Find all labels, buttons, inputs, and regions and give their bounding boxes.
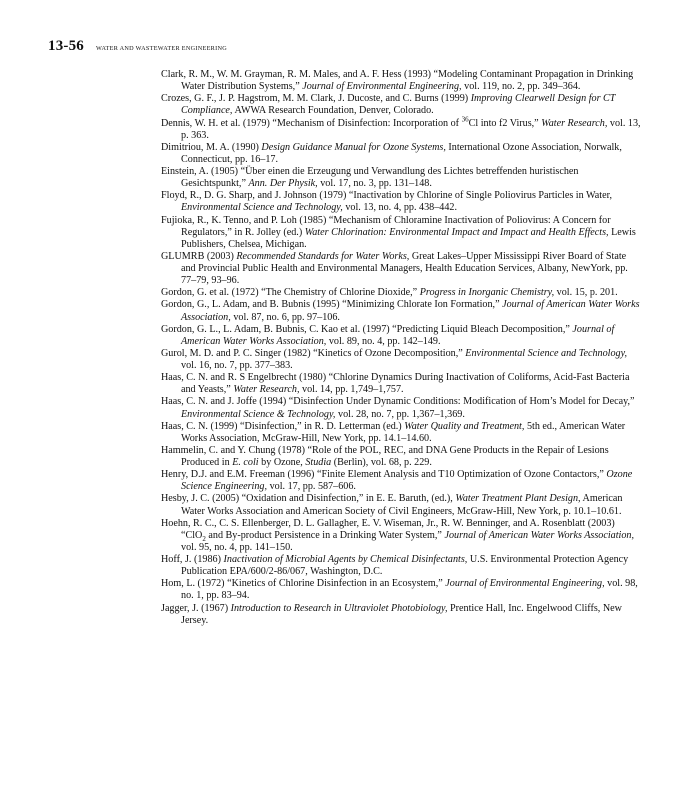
- reference-ital-text: Journal of Environmental Engineering,: [302, 81, 462, 93]
- reference-pre-text: Dennis, W. H. et al. (1979) “Mechanism of Disinfection: Incorporation of: [161, 117, 462, 129]
- reference-pre-text: Floyd, R., D. G. Sharp, and J. Johnson (1979) “Inactivation by Chlorine of Single Poliovirus Particles in Water,: [161, 190, 613, 202]
- reference-entry: [161, 348, 641, 372]
- running-title: WATER AND WASTEWATER ENGINEERING: [96, 45, 227, 52]
- reference-entry: [161, 421, 641, 445]
- reference-pre-text: Henry, D.J. and E.M. Freeman (1996) “Finite Element Analysis and T10 Optimization of Ozone Contactors,”: [161, 469, 607, 481]
- reference-post-text: vol. 17, pp. 587–606.: [267, 481, 356, 493]
- reference-post-text: U.S. Environmental Protection Agency Publication EPA/600/2-86/067, Washington, D.C.: [181, 554, 629, 578]
- reference-ital2-text: Studia: [305, 457, 332, 468]
- reference-post-text: Great Lakes–Upper Mississippi River Board of State and Provincial Public Health and Environmental Managers, Health Education Services, Albany, NewYork, pp. 77–79, 93–96.: [181, 250, 628, 287]
- reference-ital-text: Ann. Der Physik,: [248, 178, 318, 190]
- reference-ital-text: Environmental Science and Technology,: [465, 347, 628, 359]
- reference-pre-text: Gurol, M. D. and P. C. Singer (1982) “Kinetics of Ozone Decomposition,”: [161, 347, 466, 359]
- reference-entry: [161, 372, 641, 396]
- reference-pre-text: Gordon, G. L., L. Adam, B. Bubnis, C. Kao et al. (1997) “Predicting Liquid Bleach Decomposition,”: [161, 323, 573, 335]
- reference-entry: [161, 69, 641, 93]
- reference-post-text: vol. 17, no. 3, pp. 131–148.: [317, 178, 432, 190]
- reference-pre-text: Hesby, J. C. (2005) “Oxidation and Disinfection,” in E. E. Baruth, (ed.),: [161, 493, 456, 505]
- reference-pre-text: Dimitriou, M. A. (1990): [161, 141, 262, 153]
- reference-entry: [161, 190, 641, 214]
- reference-entry: [161, 215, 641, 251]
- reference-entry: [161, 469, 641, 493]
- reference-ital-text: Environmental Science & Technology,: [181, 408, 336, 420]
- reference-post-text: vol. 28, no. 7, pp. 1,367–1,369.: [335, 408, 465, 420]
- reference-pre-text: GLUMRB (2003): [161, 250, 237, 262]
- reference-pre-text: Gordon, G., L. Adam, and B. Bubnis (1995) “Minimizing Chlorate Ion Formation,”: [161, 299, 503, 311]
- reference-post-text: vol. 16, no. 7, pp. 377–383.: [181, 360, 293, 371]
- reference-mid-text: Cl into f2 Virus,”: [468, 117, 542, 129]
- reference-pre-text: Gordon, G. et al. (1972) “The Chemistry of Chlorine Dioxide,”: [161, 287, 420, 299]
- reference-pre-text: Fujioka, R., K. Tenno, and P. Loh (1985) “Mechanism of Chloramine Inactivation of Poliovirus: A Concern for Regulators,” in R. Jolley (ed.): [161, 214, 611, 238]
- reference-entry: [161, 578, 641, 602]
- reference-pre-text: Hammelin, C. and Y. Chung (1978) “Role of the POL, REC, and DNA Gene Products in the Repair of Lesions Produced in: [161, 444, 609, 468]
- reference-post-text: vol. 14, pp. 1,749–1,757.: [299, 384, 404, 396]
- reference-post-text: vol. 89, no. 4, pp. 142–149.: [326, 335, 441, 347]
- reference-post-text: vol. 15, p. 201.: [554, 287, 618, 299]
- reference-entry: [161, 287, 641, 299]
- reference-entry: [161, 324, 641, 348]
- reference-ital-text: Ozone Science Engineering,: [181, 469, 633, 493]
- page-number: 13-56: [48, 38, 84, 54]
- reference-ital-text: Journal of Environmental Engineering,: [445, 578, 605, 590]
- reference-pre-text: Crozes, G. F., J. P. Hagstrom, M. M. Clark, J. Ducoste, and C. Burns (1999): [161, 93, 471, 105]
- reference-post-text: by Ozone,: [258, 457, 306, 468]
- reference-ital-text: Water Chlorination: Environmental Impact and Impact and Health Effects,: [304, 226, 609, 238]
- reference-pre-text: Hom, L. (1972) “Kinetics of Chlorine Disinfection in an Ecosystem,”: [161, 578, 446, 590]
- reference-ital-text: Water Treatment Plant Design,: [455, 493, 581, 505]
- reference-post-text: vol. 98, no. 1, pp. 83–94.: [181, 578, 638, 602]
- reference-ital-text: Water Research,: [233, 384, 300, 396]
- reference-post-text: vol. 119, no. 2, pp. 349–364.: [461, 81, 581, 93]
- reference-post-text: Prentice Hall, Inc. Engelwood Cliffs, New Jersey.: [181, 602, 622, 626]
- reference-ital-text: E. coli: [232, 457, 259, 468]
- reference-pre-text: Einstein, A. (1905) “Über einen die Erzeugung und Verwandlung des Lichtes betreffenden huristischen Gesichtspunkt,”: [161, 166, 579, 190]
- reference-ital-text: Recommended Standards for Water Works,: [236, 250, 410, 262]
- reference-entry: [161, 445, 641, 469]
- reference-entry: [161, 251, 641, 287]
- reference-ital-text: Environmental Science and Technology,: [181, 202, 343, 214]
- reference-entry: [161, 142, 641, 166]
- reference-pre-text: Jagger, J. (1967): [161, 602, 231, 614]
- reference-ital-text: Inactivation of Microbial Agents by Chemical Disinfectants,: [223, 554, 468, 565]
- reference-pre-text: Hoff, J. (1986): [161, 554, 224, 565]
- reference-ital-text: Introduction to Research in Ultraviolet Photobiology,: [230, 602, 448, 614]
- page-header: [48, 38, 227, 55]
- reference-post-text: vol. 95, no. 4, pp. 141–150.: [181, 541, 293, 553]
- reference-post-text: American Water Works Association and American Society of Civil Engineers, McGraw-Hill, New York, p. 10.1–10.61.: [181, 493, 623, 517]
- reference-pre-text: Clark, R. M., W. M. Grayman, R. M. Males, and A. F. Hess (1993) “Modeling Contaminant Propagation in Drinking Water Distribution Systems,”: [161, 69, 634, 93]
- reference-pre-text: Haas, C. N. and J. Joffe (1994) “Disinfection Under Dynamic Conditions: Modification of Hom’s Model for Decay,”: [161, 396, 635, 408]
- reference-ital-text: Journal of American Water Works Association,: [444, 529, 635, 541]
- reference-entry: [161, 396, 641, 420]
- reference-post2-text: (Berlin), vol. 68, p. 229.: [331, 457, 432, 468]
- reference-entry: [161, 93, 641, 117]
- reference-post-text: vol. 87, no. 6, pp. 97–106.: [230, 311, 340, 323]
- reference-ital-text: Water Research,: [541, 117, 608, 129]
- reference-entry: [161, 493, 641, 517]
- reference-list: [161, 69, 641, 627]
- reference-ital-text: Journal of American Water Works Association,: [181, 323, 615, 347]
- reference-post-text: International Ozone Association, Norwalk, Connecticut, pp. 16–17.: [181, 141, 622, 165]
- reference-entry: [161, 166, 641, 190]
- reference-post-text: 5th ed., American Water Works Association, McGraw-Hill, New York, pp. 14.1–14.60.: [181, 420, 626, 444]
- reference-post-text: vol. 13, p. 363.: [181, 117, 641, 141]
- reference-pre-text: Hoehn, R. C., C. S. Ellenberger, D. L. Gallagher, E. V. Wiseman, Jr., R. W. Benninger, and A. Rosenblatt (2003) “ClO: [161, 517, 615, 541]
- reference-sup-text: 36: [461, 115, 469, 124]
- reference-ital-text: Water Quality and Treatment,: [404, 420, 525, 432]
- reference-post-text: Lewis Publishers, Chelsea, Michigan.: [181, 226, 636, 250]
- reference-post-text: vol. 13, no. 4, pp. 438–442.: [342, 202, 457, 214]
- reference-ital-text: Design Guidance Manual for Ozone Systems,: [261, 141, 446, 153]
- reference-ital-text: Journal of American Water Works Association,: [181, 299, 640, 323]
- reference-entry: [161, 603, 641, 627]
- reference-post-text: AWWA Research Foundation, Denver, Colorado.: [232, 105, 434, 117]
- reference-entry: [161, 115, 641, 142]
- reference-sub-text: 2: [202, 534, 206, 543]
- reference-pre-text: Haas, C. N. and R. S Engelbrecht (1980) “Chlorine Dynamics During Inactivation of Coliforms, Acid-Fast Bacteria and Yeasts,”: [161, 372, 630, 396]
- reference-ital-text: Improving Clearwell Design for CT Compliance,: [181, 93, 616, 117]
- reference-pre-text: Haas, C. N. (1999) “Disinfection,” in R. D. Letterman (ed.): [161, 420, 405, 432]
- reference-mid-text: and By-product Persistence in a Drinking Water System,”: [205, 529, 445, 541]
- reference-entry: [161, 518, 641, 554]
- reference-ital-text: Progress in Inorganic Chemistry,: [419, 287, 555, 299]
- reference-entry: [161, 554, 641, 578]
- reference-entry: [161, 299, 641, 323]
